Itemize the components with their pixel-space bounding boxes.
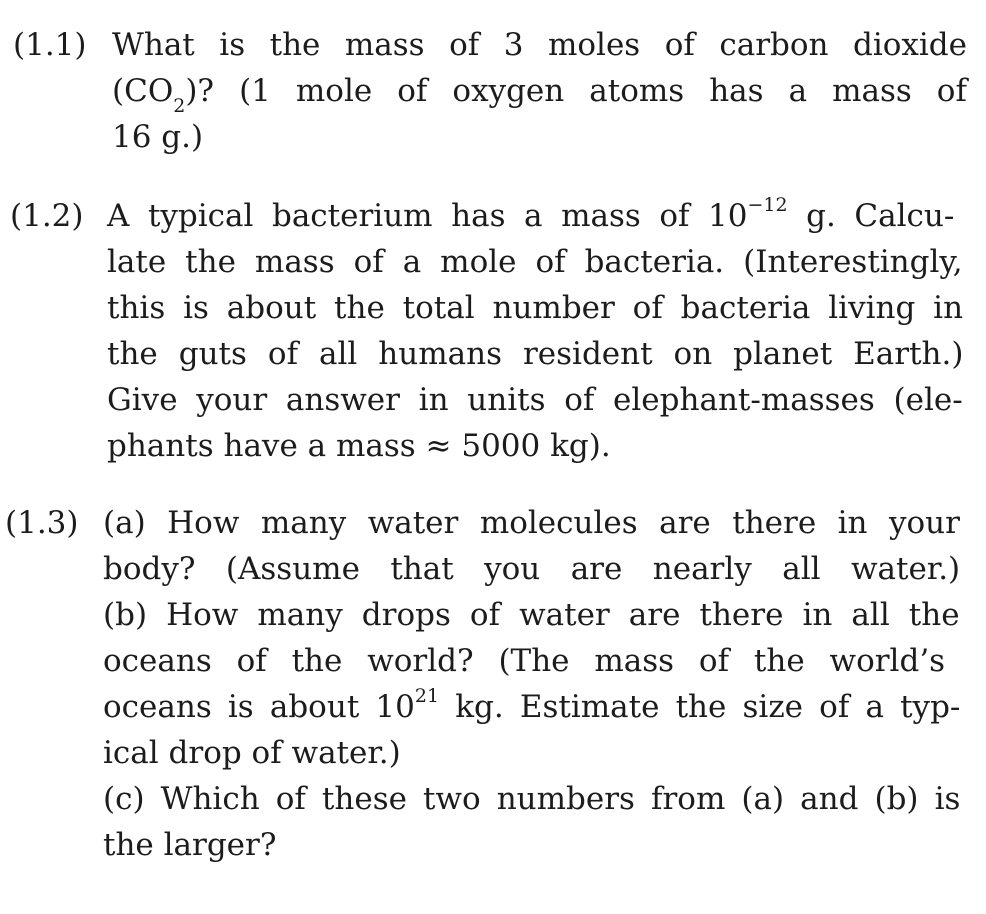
word: is: [219, 27, 246, 63]
text-line: [112, 68, 967, 118]
word: oxygen: [452, 73, 565, 109]
text-line: this is about the total number of bacteria living in: [107, 290, 964, 326]
problem-number: (1.1): [13, 27, 87, 63]
text-line: (a) How many water molecules are there in your: [103, 505, 960, 541]
word: (1: [239, 73, 271, 109]
exponent: −12: [747, 193, 788, 216]
formula-text: )?: [185, 73, 215, 109]
text-line: (b) How many drops of water are there in all the: [103, 597, 960, 633]
text-line: body? (Assume that you are nearly all water.): [103, 551, 961, 587]
text-line: [107, 193, 963, 239]
word: a: [788, 73, 808, 109]
text-line: late the mass of a mole of bacteria. (Interestingly,: [107, 244, 963, 280]
text-fragment: A typical bacterium has a mass of 10: [107, 198, 748, 234]
problem-text: [107, 193, 963, 469]
exponent: 21: [414, 684, 440, 707]
word: of: [449, 27, 480, 63]
word: atoms: [589, 73, 685, 109]
problem-text: [112, 22, 967, 160]
text-line: [103, 684, 960, 730]
word: of: [397, 73, 428, 109]
word: carbon: [719, 27, 829, 63]
text-line: oceans of the world? (The mass of the world’s: [103, 643, 946, 679]
text-line: Give your answer in units of elephant-masses (ele-: [107, 382, 963, 418]
word: of: [936, 73, 967, 109]
word: of: [664, 27, 695, 63]
subscript: 2: [173, 95, 186, 118]
text-fragment: kg. Estimate the size of a typ-: [439, 689, 961, 725]
text-line: the larger?: [103, 827, 277, 863]
word: dioxide: [852, 27, 967, 63]
text-line: phants have a mass ≈ 5000 kg).: [107, 428, 611, 464]
word: What: [112, 27, 195, 63]
word: mass: [832, 73, 912, 109]
problem-number: (1.3): [5, 505, 79, 541]
text-line: 16 g.): [112, 119, 204, 155]
text-fragment: g. Calcu-: [787, 198, 955, 234]
text-line: [112, 22, 967, 68]
problem-number: (1.2): [10, 198, 84, 234]
word: has: [709, 73, 764, 109]
word: the: [269, 27, 321, 63]
text-fragment: oceans is about 10: [103, 689, 415, 725]
word: mole: [295, 73, 373, 109]
word: 3: [503, 27, 524, 63]
problem-text: [103, 500, 960, 868]
word: mass: [344, 27, 425, 63]
text-line: the guts of all humans resident on planet Earth.): [107, 336, 964, 372]
text-line: ical drop of water.): [103, 735, 401, 771]
text-line: (c) Which of these two numbers from (a) and (b) is: [103, 781, 961, 817]
formula-text: (CO: [112, 73, 174, 109]
word: moles: [547, 27, 641, 63]
chemical-formula: [112, 68, 215, 118]
